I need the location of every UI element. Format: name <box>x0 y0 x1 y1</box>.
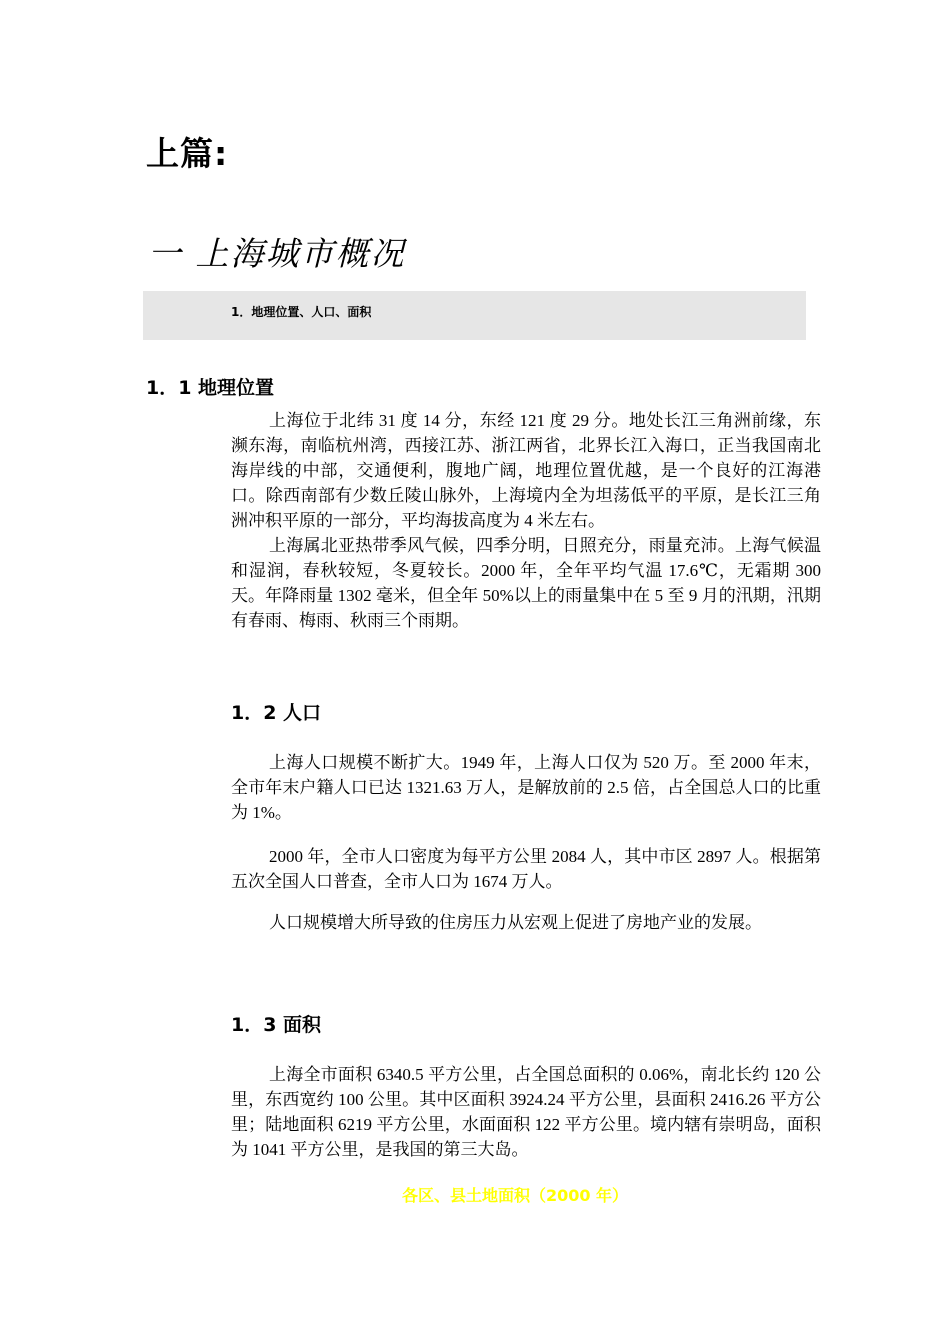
section-body-area <box>231 1062 821 1162</box>
paragraph: 2000 年，全市人口密度为每平方公里 2084 人，其中市区 2897 人。根据第五次全国人口普查，全市人口为 1674 万人。 <box>231 847 821 891</box>
toc-box <box>143 291 806 340</box>
paragraph: 上海属北亚热带季风气候，四季分明，日照充分，雨量充沛。上海气候温和湿润，春秋较短，冬夏较长。2000 年，全年平均气温 17.6℃，无霜期 300 天。年降雨量 1302 毫米，但全年 50%以上的雨量集中在 5 至 9 月的汛期，汛期有春雨、梅雨、秋雨三个雨期。 <box>231 536 821 630</box>
section-body-population-2 <box>231 844 821 894</box>
section-body-population <box>231 750 821 825</box>
section-body-geo <box>231 408 821 633</box>
section-body-population-3 <box>231 910 821 935</box>
chapter-title: 一 上海城市概况 <box>148 234 406 273</box>
section-heading-geo: 1．1 地理位置 <box>146 377 275 399</box>
paragraph: 上海人口规模不断扩大。1949 年，上海人口仅为 520 万。至 2000 年末，全市年末户籍人口已达 1321.63 万人，是解放前的 2.5 倍，占全国总人口的比重为 1%。 <box>231 753 821 822</box>
toc-item[interactable]: 1．地理位置、人口、面积 <box>231 305 372 319</box>
paragraph: 上海全市面积 6340.5 平方公里，占全国总面积的 0.06%，南北长约 120 公里，东西宽约 100 公里。其中区面积 3924.24 平方公里，县面积 2416.26 平方公里；陆地面积 6219 平方公里，水面面积 122 平方公里。境内辖有崇明岛，面积为 1041 平方公里，是我国的第三大岛。 <box>231 1065 821 1159</box>
paragraph: 上海位于北纬 31 度 14 分，东经 121 度 29 分。地处长江三角洲前缘，东濒东海，南临杭州湾，西接江苏、浙江两省，北界长江入海口，正当我国南北海岸线的中部，交通便利，腹地广阔，地理位置优越，是一个良好的江海港口。除西南部有少数丘陵山脉外，上海境内全为坦荡低平的平原，是长江三角洲冲积平原的一部分，平均海拔高度为 4 米左右。 <box>231 411 821 530</box>
part-title: 上篇: <box>146 134 229 173</box>
paragraph: 人口规模增大所导致的住房压力从宏观上促进了房地产业的发展。 <box>269 913 762 932</box>
section-heading-area: 1．3 面积 <box>231 1014 322 1036</box>
section-heading-population: 1．2 人口 <box>231 702 322 724</box>
table-caption: 各区、县土地面积（2000 年） <box>401 1186 629 1205</box>
